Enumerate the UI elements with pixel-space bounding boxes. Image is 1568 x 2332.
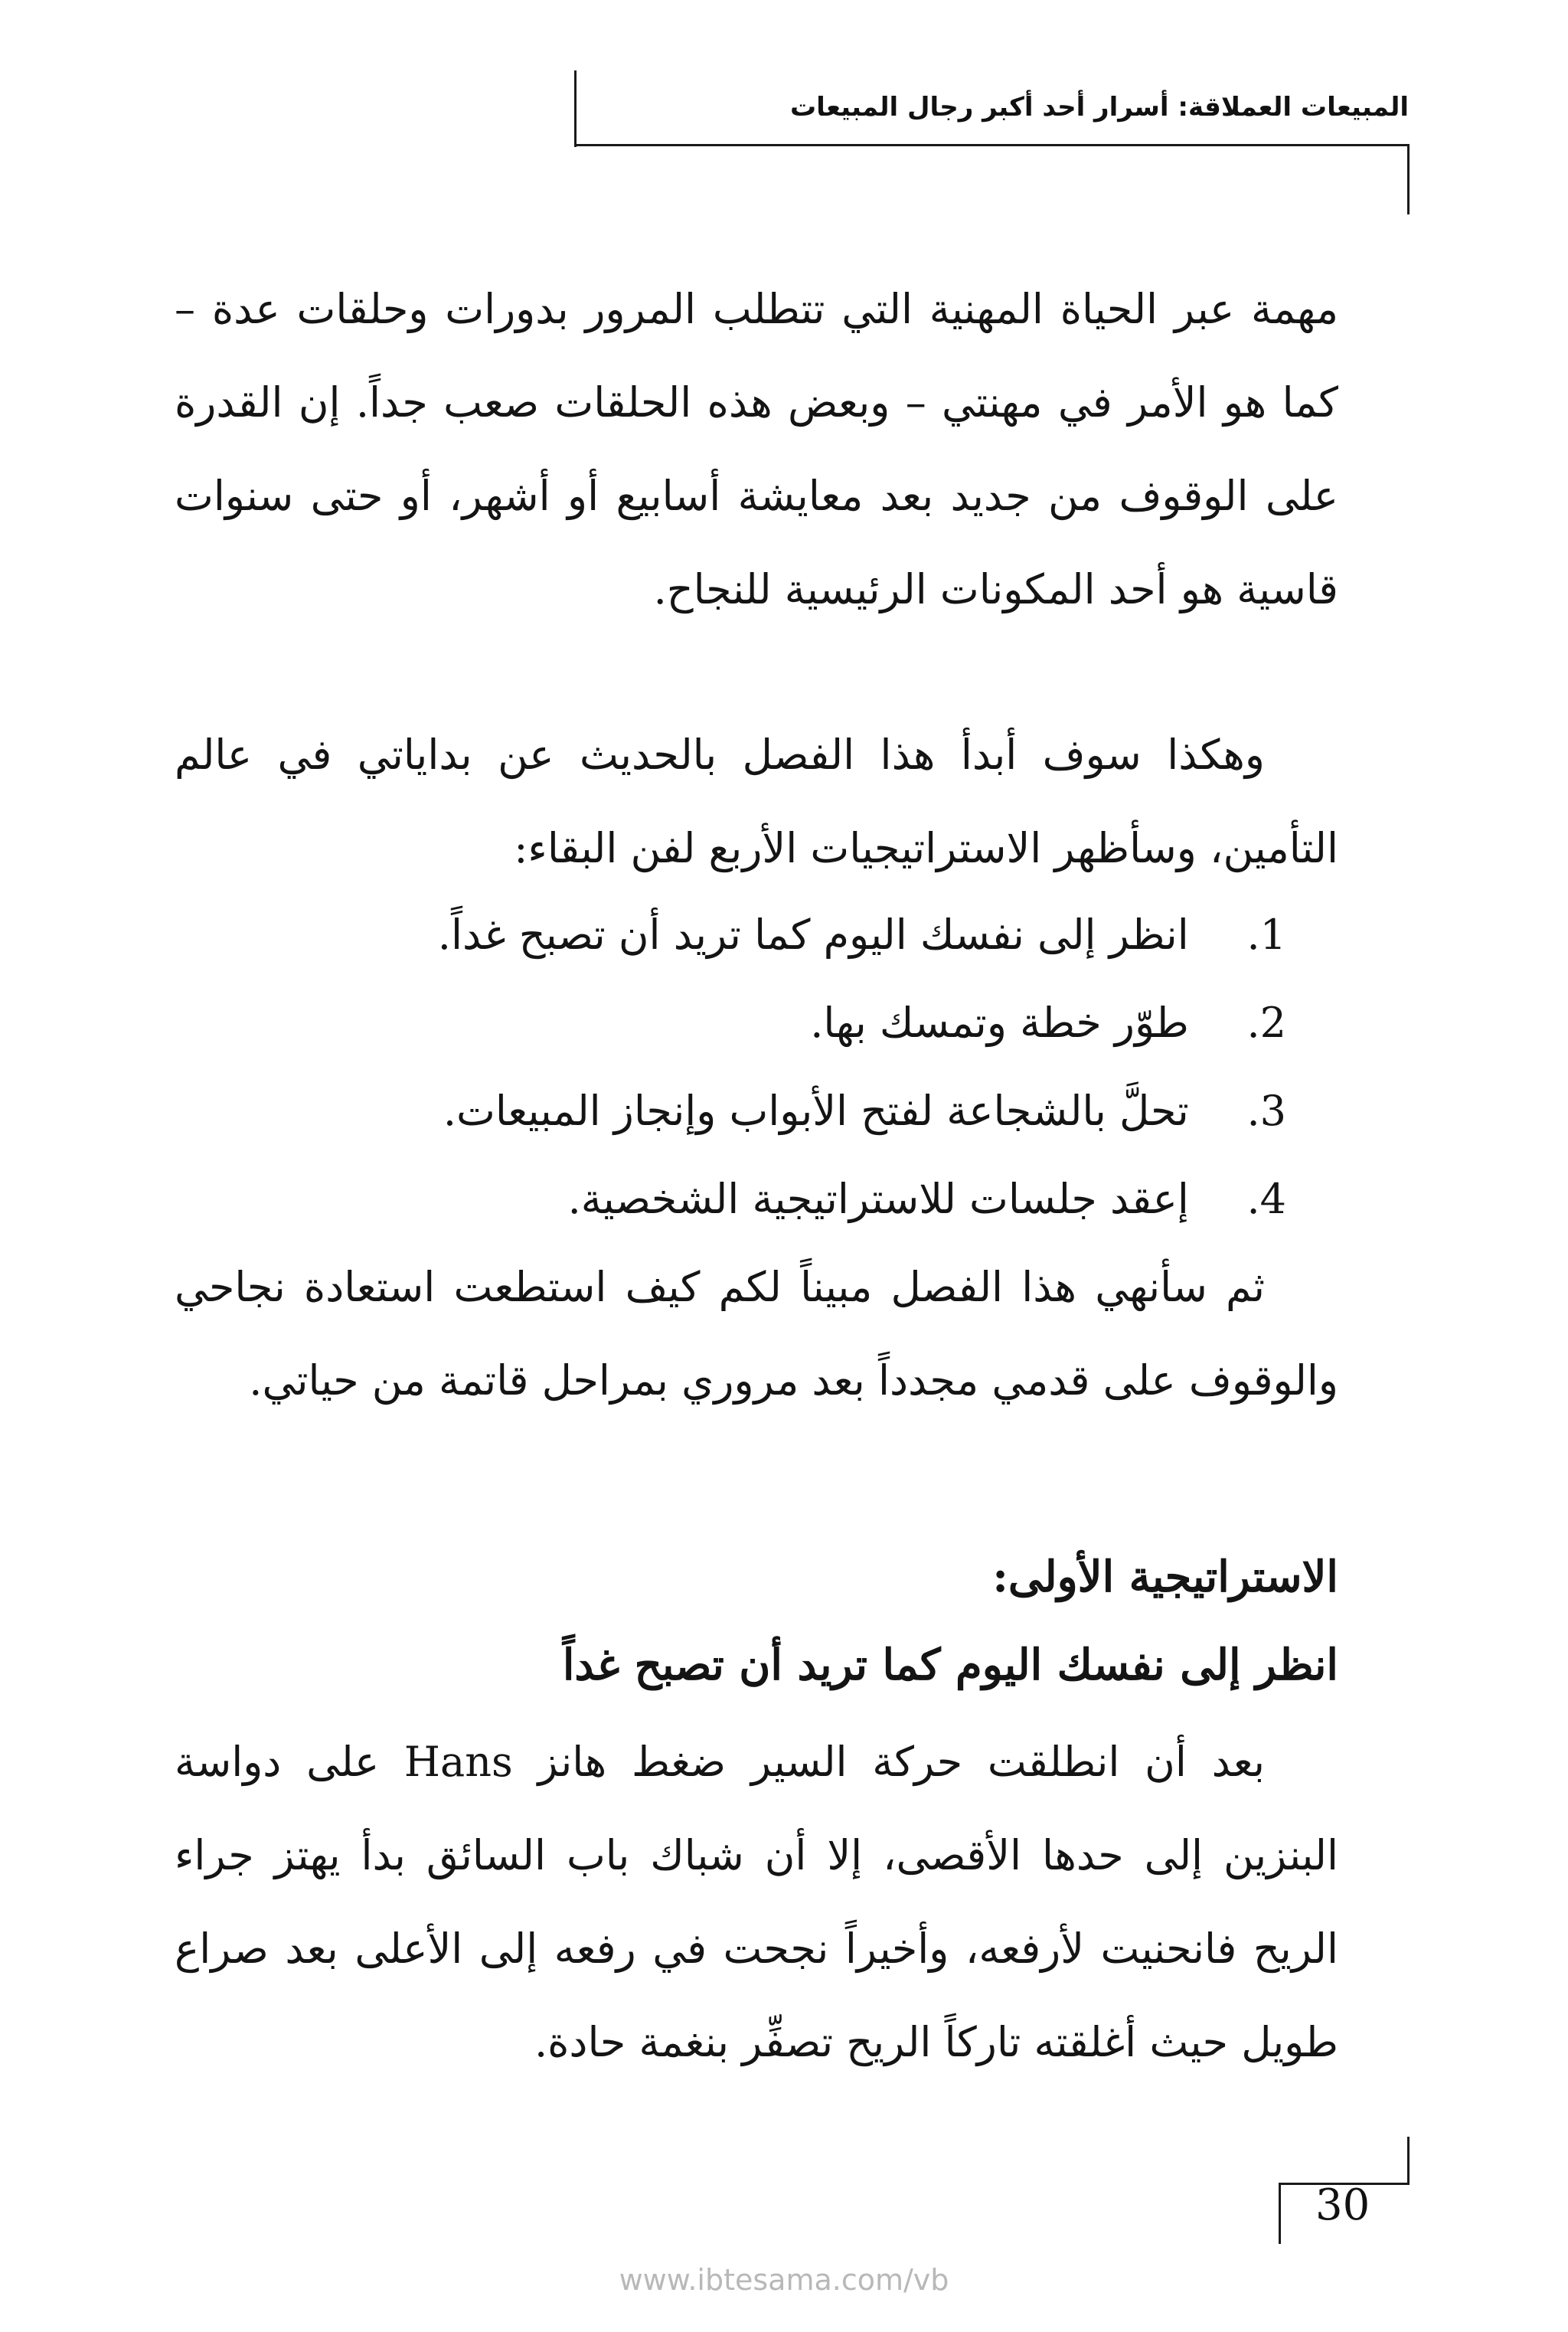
paragraph-4: بعد أن انطلقت حركة السير ضغط هانز Hans على دواسة البنزين إلى حدها الأقصى، إلا أن شباك باب السائق بدأ يهتز جراء الريح فانحنيت لأرفعه، وأخيراً نجحت في رفعه إلى الأعلى بعد صراع طويل حيث أغلقته تاركاً الريح تصفِّر بنغمة حادة.: [175, 1738, 1338, 2066]
header-bottom-rule: [574, 144, 1409, 146]
strategy-number: 2.: [1246, 999, 1286, 1047]
section-subheading: انظر إلى نفسك اليوم كما تريد أن تصبح غداً: [562, 1640, 1338, 1690]
paragraph-3: ثم سأنهي هذا الفصل مبيناً لكم كيف استطعت استعادة نجاحي والوقوف على قدمي مجدداً بعد مروري بمراحل قاتمة من حياتي.: [175, 1263, 1338, 1405]
strategy-number: 3.: [1246, 1087, 1286, 1135]
header-left-rule: [574, 70, 577, 147]
section-heading: الاستراتيجية الأولى:: [992, 1552, 1338, 1602]
footer-right-rule: [1407, 2137, 1410, 2184]
strategy-text: إعقد جلسات للاستراتيجية الشخصية.: [567, 1175, 1189, 1223]
strategy-text: تحلَّ بالشجاعة لفتح الأبواب وإنجاز المبيعات.: [443, 1087, 1189, 1135]
strategy-item-2: [230, 976, 1286, 1070]
footer-left-rule: [1279, 2183, 1281, 2244]
page-number: 30: [1315, 2180, 1370, 2230]
strategy-number: 1.: [1246, 911, 1286, 959]
strategy-item-1: [230, 888, 1286, 982]
header-right-rule: [1407, 144, 1410, 214]
strategy-text: طوّر خطة وتمسك بها.: [810, 999, 1189, 1047]
paragraph-2: وهكذا سوف أبدأ هذا الفصل بالحديث عن بداياتي في عالم التأمين، وسأظهر الاستراتيجيات الأربع لفن البقاء:: [175, 731, 1338, 872]
strategy-item-3: [230, 1065, 1286, 1158]
strategy-item-4: [230, 1153, 1286, 1246]
strategy-number: 4.: [1246, 1175, 1286, 1223]
watermark-text: www.ibtesama.com/vb: [619, 2263, 949, 2297]
running-header: المبيعات العملاقة: أسرار أحد أكبر رجال المبيعات: [790, 92, 1409, 123]
paragraph-1: مهمة عبر الحياة المهنية التي تتطلب المرور بدورات وحلقات عدة – كما هو الأمر في مهنتي – وبعض هذه الحلقات صعب جداً. إن القدرة على الوقوف من جديد بعد معايشة أسابيع أو أشهر، أو حتى سنوات قاسية هو أحد المكونات الرئيسية للنجاح.: [175, 285, 1338, 613]
strategy-text: انظر إلى نفسك اليوم كما تريد أن تصبح غداً.: [437, 911, 1189, 959]
